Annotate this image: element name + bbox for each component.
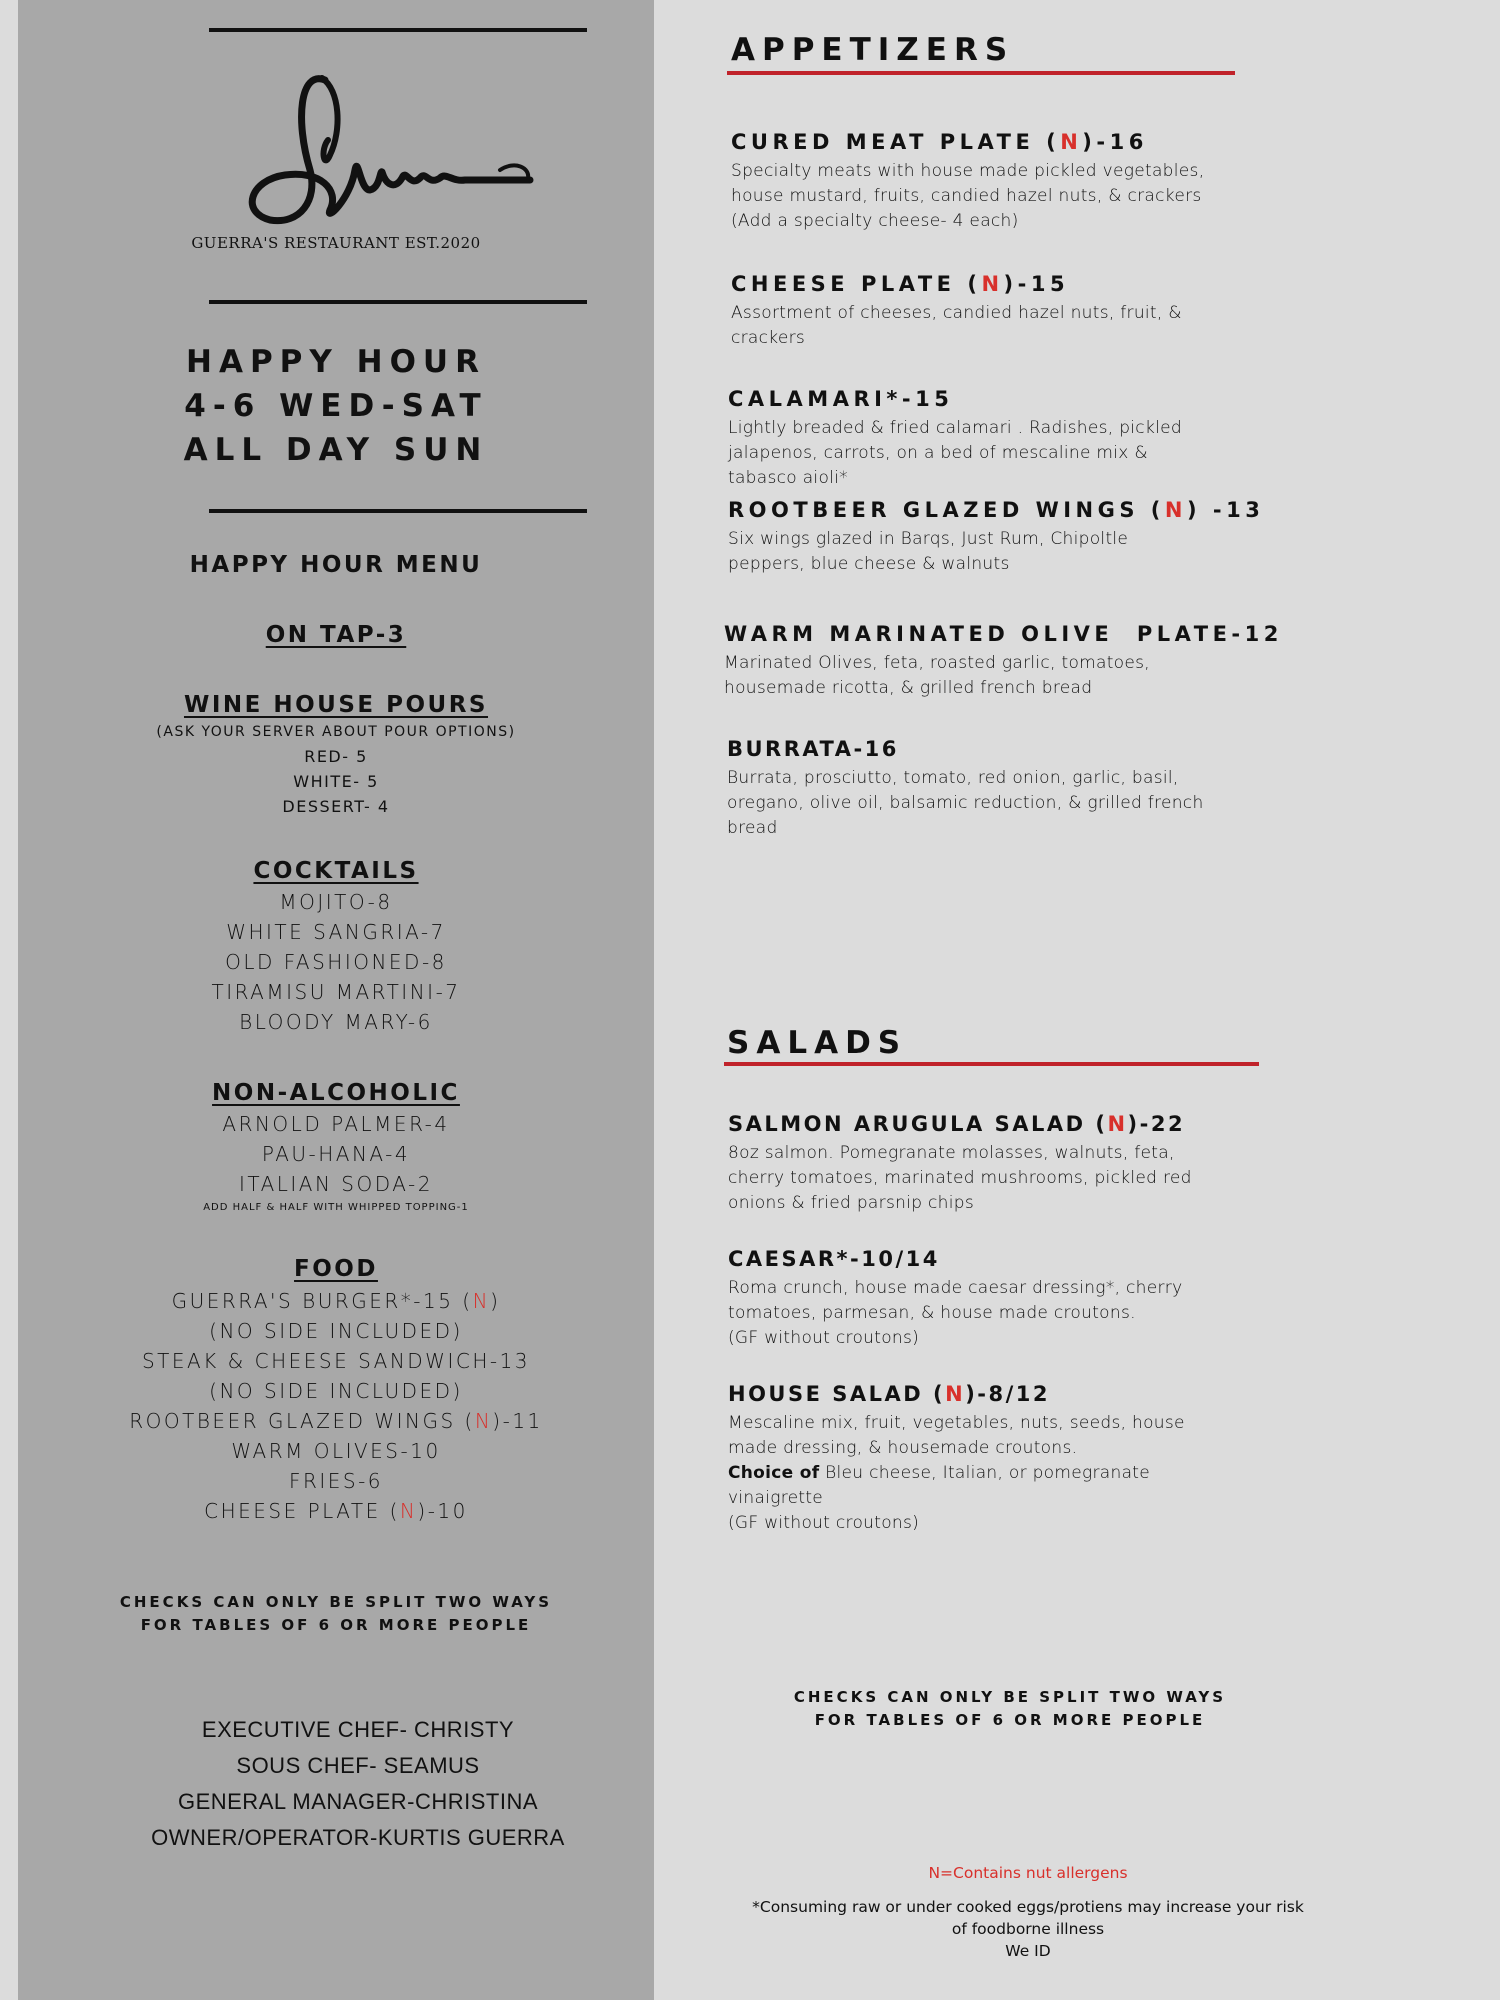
non-alcoholic-note: ADD HALF & HALF WITH WHIPPED TOPPING-1 bbox=[203, 1202, 469, 1213]
salad-item: HOUSE SALAD (N)-8/12 Mescaline mix, fruit, vegetables, nuts, seeds, house made dressing, & housemade croutons. Choice of Bleu cheese, Italian, or pomegranate vinaigrette (GF without croutons) bbox=[728, 1382, 1185, 1533]
food-list bbox=[18, 1286, 654, 1526]
non-alcoholic-item: ARNOLD PALMER-4 bbox=[222, 1112, 450, 1136]
food-item: CHEESE PLATE (N)-10 bbox=[204, 1499, 468, 1523]
salads-underline bbox=[724, 1062, 1259, 1066]
non-alcoholic-item: PAU-HANA-4 bbox=[261, 1142, 411, 1166]
signature-logo bbox=[230, 60, 550, 250]
happy-hour-line: HAPPY HOUR bbox=[186, 344, 486, 380]
staff-line: EXECUTIVE CHEF- CHRISTY bbox=[201, 1717, 515, 1742]
cocktail-item: WHITE SANGRIA-7 bbox=[226, 920, 446, 944]
food-item: ROOTBEER GLAZED WINGS (N)-11 bbox=[129, 1409, 543, 1433]
food-item: GUERRA'S BURGER*-15 (N) bbox=[171, 1289, 501, 1313]
wine-list bbox=[18, 744, 654, 819]
top-divider bbox=[209, 28, 587, 32]
right-checks-notice bbox=[730, 1686, 1290, 1732]
checks-line: CHECKS CAN ONLY BE SPLIT TWO WAYS bbox=[793, 1688, 1227, 1706]
food-item: (NO SIDE INCLUDED) bbox=[209, 1379, 463, 1403]
food-heading: FOOD bbox=[294, 1256, 378, 1282]
checks-line: FOR TABLES OF 6 OR MORE PEOPLE bbox=[140, 1616, 532, 1634]
happy-hour-menu-title: HAPPY HOUR MENU bbox=[189, 552, 483, 578]
salads-heading: SALADS bbox=[727, 1025, 908, 1061]
salad-item: SALMON ARUGULA SALAD (N)-22 8oz salmon. Pomegranate molasses, walnuts, feta, cherry tomatoes, marinated mushrooms, pickled red onions & fried parsnip chips bbox=[728, 1112, 1192, 1213]
warning-line: of foodborne illness bbox=[951, 1920, 1105, 1938]
logo-divider bbox=[209, 300, 587, 304]
appetizer-item: CURED MEAT PLATE (N)-16 Specialty meats with house made pickled vegetables, house mustard, fruits, candied hazel nuts, & crackers (Add a specialty cheese- 4 each) bbox=[731, 130, 1205, 231]
appetizer-item: CHEESE PLATE (N)-15 Assortment of cheeses, candied hazel nuts, fruit, & crackers bbox=[731, 272, 1182, 348]
warning-line: *Consuming raw or under cooked eggs/protiens may increase your risk bbox=[752, 1898, 1304, 1916]
salad-item: CAESAR*-10/14 Roma crunch, house made caesar dressing*, cherry tomatoes, parmesan, & house made croutons. (GF without croutons) bbox=[728, 1247, 1183, 1348]
staff-line: OWNER/OPERATOR-KURTIS GUERRA bbox=[151, 1825, 565, 1850]
cocktails-list bbox=[18, 887, 654, 1037]
wine-heading: WINE HOUSE POURS bbox=[183, 692, 489, 718]
staff-line: SOUS CHEF- SEAMUS bbox=[236, 1753, 480, 1778]
cocktails-heading: COCKTAILS bbox=[253, 858, 419, 884]
non-alcoholic-heading: NON-ALCOHOLIC bbox=[212, 1080, 460, 1106]
appetizer-item: WARM MARINATED OLIVE PLATE-12 Marinated Olives, feta, roasted garlic, tomatoes, housemade ricotta, & grilled french bread bbox=[724, 622, 1283, 698]
left-checks-notice bbox=[18, 1591, 654, 1637]
appetizer-item: BURRATA-16 Burrata, prosciutto, tomato, red onion, garlic, basil, oregano, olive oil, balsamic reduction, & grilled french bread bbox=[727, 737, 1204, 838]
cocktail-item: MOJITO-8 bbox=[279, 890, 393, 914]
happy-hour-banner bbox=[18, 340, 654, 472]
warning-line: We ID bbox=[1005, 1942, 1051, 1960]
staff-list bbox=[40, 1712, 676, 1856]
non-alcoholic-item: ITALIAN SODA-2 bbox=[239, 1172, 433, 1196]
appetizer-item: CALAMARI*-15 Lightly breaded & fried calamari . Radishes, pickled jalapenos, carrots, on a bed of mescaline mix & tabasco aioli* bbox=[728, 387, 1182, 488]
wine-item: WHITE- 5 bbox=[293, 772, 379, 791]
nut-allergen-note: N=Contains nut allergens bbox=[928, 1864, 1128, 1882]
wine-item: DESSERT- 4 bbox=[282, 797, 390, 816]
wine-note: (ASK YOUR SERVER ABOUT POUR OPTIONS) bbox=[156, 724, 516, 740]
consumption-warning bbox=[740, 1896, 1316, 1962]
on-tap-heading: ON TAP-3 bbox=[265, 622, 407, 648]
checks-line: CHECKS CAN ONLY BE SPLIT TWO WAYS bbox=[119, 1593, 553, 1611]
food-item: (NO SIDE INCLUDED) bbox=[209, 1319, 463, 1343]
appetizers-heading: APPETIZERS bbox=[731, 32, 1015, 68]
food-item: FRIES-6 bbox=[288, 1469, 384, 1493]
happy-hour-line: 4-6 WED-SAT bbox=[184, 388, 488, 424]
restaurant-established: GUERRA'S RESTAURANT EST.2020 bbox=[191, 234, 481, 252]
cocktail-item: TIRAMISU MARTINI-7 bbox=[211, 980, 461, 1004]
food-item: STEAK & CHEESE SANDWICH-13 bbox=[141, 1349, 531, 1373]
staff-line: GENERAL MANAGER-CHRISTINA bbox=[177, 1789, 539, 1814]
cocktail-item: OLD FASHIONED-8 bbox=[225, 950, 447, 974]
food-item: WARM OLIVES-10 bbox=[231, 1439, 441, 1463]
happy-hour-divider bbox=[209, 509, 587, 513]
wine-item: RED- 5 bbox=[304, 747, 368, 766]
non-alcoholic-list bbox=[18, 1109, 654, 1199]
appetizer-item: ROOTBEER GLAZED WINGS (N) -13 Six wings glazed in Barqs, Just Rum, Chipoltle peppers, blue cheese & walnuts bbox=[728, 498, 1265, 574]
checks-line: FOR TABLES OF 6 OR MORE PEOPLE bbox=[814, 1711, 1206, 1729]
happy-hour-line: ALL DAY SUN bbox=[183, 432, 489, 468]
appetizers-underline bbox=[727, 71, 1235, 75]
cocktail-item: BLOODY MARY-6 bbox=[239, 1010, 433, 1034]
